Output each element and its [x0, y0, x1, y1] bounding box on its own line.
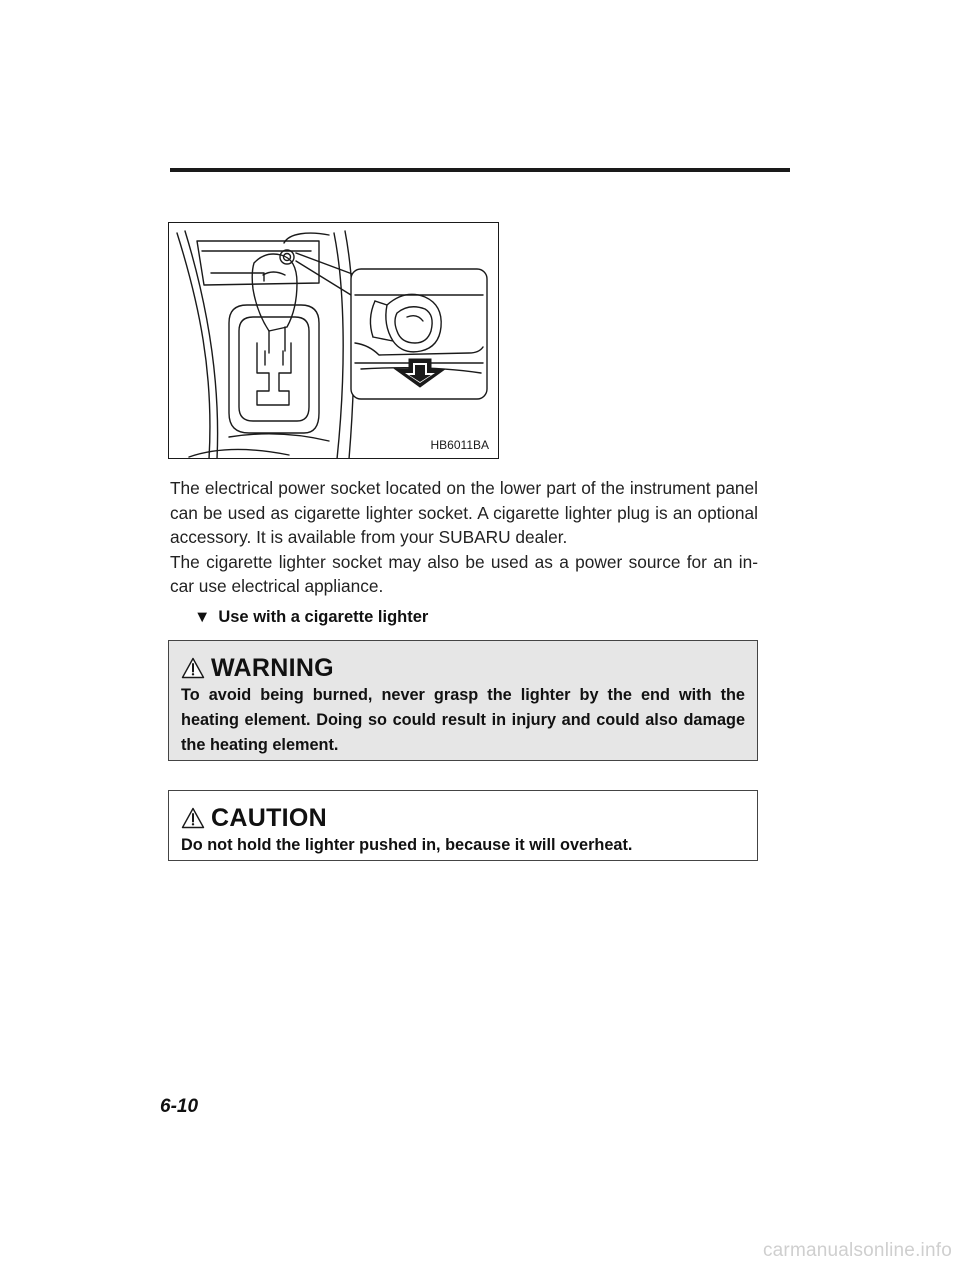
lighter-socket-illustration	[168, 222, 499, 459]
warning-header	[181, 651, 745, 681]
body-paragraph-1: The electrical power socket located on the lower part of the instrument panel can be used as cigarette lighter socket. A cigarette lighter plug is an optional accessory. It is available from your SUBARU dealer.	[170, 478, 758, 547]
warning-box	[168, 640, 758, 761]
warning-triangle-icon	[181, 657, 205, 679]
caution-box	[168, 790, 758, 861]
section-subheading	[194, 608, 428, 627]
subheading-text: Use with a cigarette lighter	[218, 608, 429, 626]
caution-triangle-icon	[181, 807, 205, 829]
page-number: 6-10	[160, 1096, 199, 1117]
caution-title: CAUTION	[211, 804, 327, 832]
caution-text: Do not hold the lighter pushed in, because it will overheat.	[181, 836, 633, 854]
console-drawing	[169, 223, 499, 459]
body-text	[170, 476, 758, 599]
watermark-text: carmanualsonline.info	[762, 1240, 952, 1261]
header-rule	[170, 168, 790, 172]
warning-title: WARNING	[211, 654, 334, 682]
body-paragraph-2: The cigarette lighter socket may also be used as a power source for an in-car use electrical appliance.	[170, 551, 758, 596]
warning-text: To avoid being burned, never grasp the lighter by the end with the heating element. Doing so could result in injury and could also damage the heating element.	[181, 686, 745, 754]
caution-header	[181, 801, 745, 831]
triangle-marker-icon: ▼	[194, 608, 211, 626]
figure-code: HB6011BA	[430, 438, 489, 452]
